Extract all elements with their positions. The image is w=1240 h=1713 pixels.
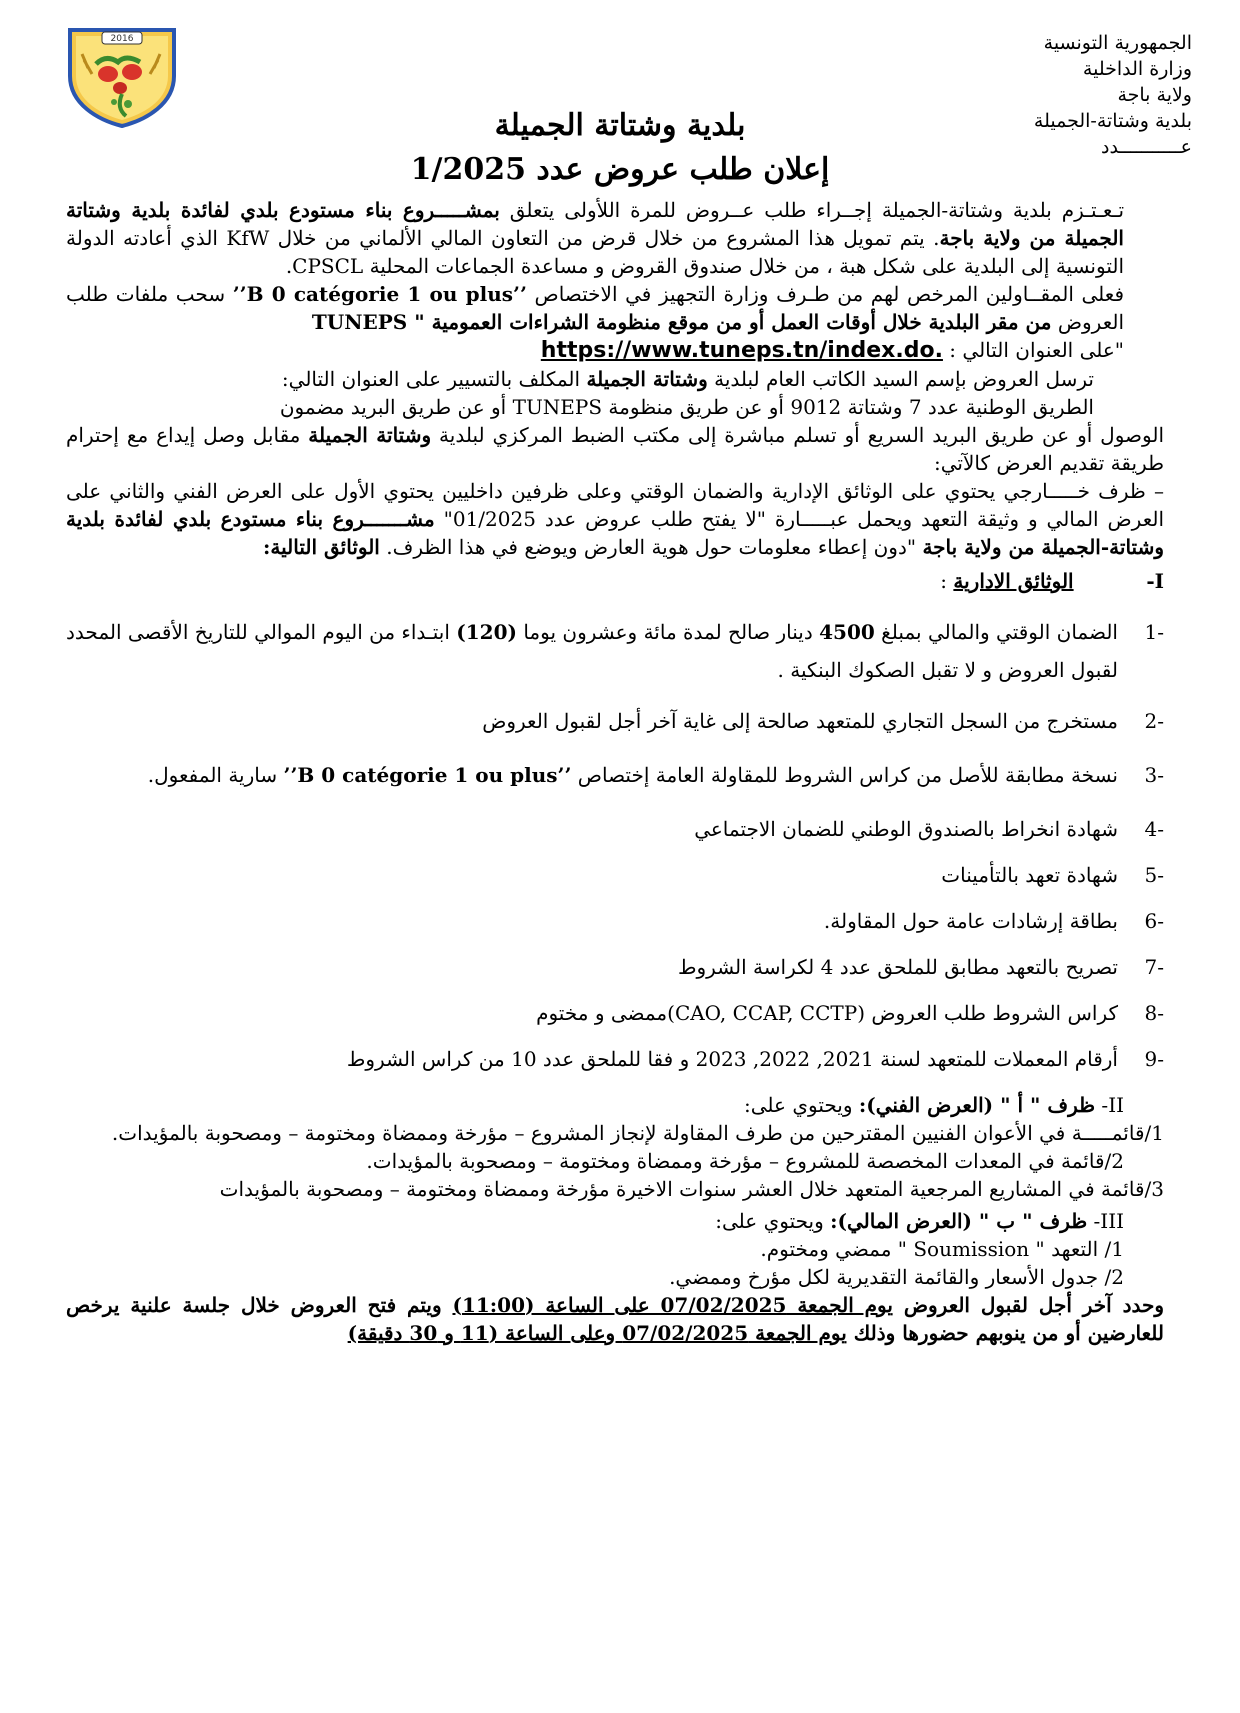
section-number: I-: [1146, 569, 1164, 593]
paragraph-intro: [66, 196, 1124, 280]
deadline-paragraph: [66, 1291, 1164, 1347]
item-number: -2: [1144, 709, 1164, 733]
text: وحدد آخر أجل لقبول العروض: [892, 1293, 1164, 1317]
paragraph-url: [66, 336, 1124, 365]
paragraph-contractors: [66, 280, 1124, 336]
section-technical-heading: [66, 1091, 1164, 1119]
text: مقابل وصل إيداع مع إحترام طريقة تقديم العرض كالآتي:: [66, 423, 1164, 475]
paragraph-address: الطريق الوطنية عدد 7 وشتاتة 9012 أو عن طريق منظومة TUNEPS أو عن طريق البريد مضمون: [279, 395, 1094, 419]
tuneps-link[interactable]: https://www.tuneps.tn/index.do.: [540, 338, 943, 363]
text: . يتم تمويل هذا المشروع من خلال قرض من التعاون المالي الألماني من خلال KfW الذي أعادته الدولة التونسية إلى البلدية على شكل هبة ، من خلال صندوق القروض و مساعدة الجماعات المحلية CPSCL.: [66, 226, 1124, 278]
text: فعلى المقــاولين المرخص لهم من طـرف وزارة التجهيز في الاختصاص: [526, 282, 1124, 306]
list-item: 3/قائمة في المشاريع المرجعية المتعهد خلال العشر سنوات الاخيرة مؤرخة وممضاة ومختومة – ومصحوبة بالمؤيدات: [219, 1177, 1164, 1201]
item-text: بطاقة إرشادات عامة حول المقاولة.: [823, 909, 1118, 933]
item-number: -4: [1144, 817, 1164, 841]
item-number: -1: [1144, 620, 1164, 644]
item-text: شهادة انخراط بالصندوق الوطني للضمان الاجتماعي: [694, 817, 1118, 841]
list-item: [66, 907, 1164, 935]
list-item: [66, 815, 1164, 843]
item-number: -3: [1144, 763, 1164, 787]
header-line-governorate: ولاية باجة: [1117, 84, 1192, 106]
list-item: 1/ التعهد " Soumission " ممضي ومختوم.: [760, 1237, 1124, 1261]
list-item: 1/قائمـــــة في الأعوان الفنيين المقترحين من طرف المقاولة لإنجاز المشروع – مؤرخة وممضاة ومختومة – ومصحوبة بالمؤيدات.: [111, 1121, 1164, 1145]
municipality-name: وشتاتة الجميلة: [586, 367, 708, 391]
project-title: بمشـــــروع بناء مستودع بلدي لفائدة بلدية وشتاتة الجميلة من ولاية باجة: [66, 198, 1124, 250]
list-item: [66, 707, 1164, 735]
text: الضمان الوقتي والمالي بمبلغ: [874, 620, 1118, 644]
speciality-code: ’’B 0 catégorie 1 ou plus’’: [232, 282, 527, 306]
header-line-republic: الجمهورية التونسية: [1043, 32, 1192, 54]
section-title: الوثائق الادارية: [953, 569, 1074, 593]
header-line-ministry: وزارة الداخلية: [1082, 58, 1192, 80]
withdraw-location: من مقر البلدية خلال أوقات العمل أو من موقع منظومة الشراءات العمومية " TUNEPS: [311, 310, 1052, 334]
section-number: III-: [1093, 1209, 1124, 1233]
text: – ظرف خـــــارجي يحتوي على الوثائق الإدارية والضمان الوقتي وعلى ظرفين داخليين يحتوي الأول على العرض الفني والثاني على العرض المالي و وثيقة التعهد ويحمل عبـــــارة "لا يفتح طلب عروض عدد 01/2025": [66, 479, 1165, 531]
amount: 4500: [819, 620, 875, 644]
list-item: [66, 1045, 1164, 1073]
text: المكلف بالتسيير على العنوان التالي:: [281, 367, 587, 391]
section-title: ظرف " ب " (العرض المالي):: [830, 1209, 1088, 1233]
item-number: -5: [1144, 863, 1164, 887]
item-text: تصريح بالتعهد مطابق للملحق عدد 4 لكراسة الشروط: [678, 955, 1118, 979]
speciality-code: ’’B 0 catégorie 1 ou plus’’: [283, 763, 572, 787]
text: ويحتوي على:: [744, 1093, 859, 1117]
section-administrative-list: [66, 613, 1164, 1073]
list-item: 2/قائمة في المعدات المخصصة للمشروع – مؤرخة وممضاة ومختومة – ومصحوبة بالمؤيدات.: [366, 1149, 1124, 1173]
paragraph-send: [66, 365, 1124, 393]
list-item: [66, 953, 1164, 981]
text: "على العنوان التالي :: [942, 338, 1124, 362]
text: الوصول أو عن طريق البريد السريع أو تسلم مباشرة إلى مكتب الضبط المركزي لبلدية: [431, 423, 1165, 447]
logo-year: 2016: [110, 34, 134, 44]
item-text: مستخرج من السجل التجاري للمتعهد صالحة إلى غاية آخر أجل لقبول العروض: [482, 709, 1118, 733]
days: (120): [456, 620, 517, 644]
text: ترسل العروض بإسم السيد الكاتب العام لبلدية: [707, 367, 1094, 391]
municipality-name: وشتاتة الجميلة: [308, 423, 432, 447]
text: نسخة مطابقة للأصل من كراس الشروط للمقاولة العامة إختصاص: [571, 763, 1118, 787]
text: "دون إعطاء معلومات حول هوية العارض ويوضع في هذا الظرف.: [379, 535, 923, 559]
text: سارية المفعول.: [147, 763, 284, 787]
item-number: -7: [1144, 955, 1164, 979]
item-text: كراس الشروط طلب العروض (CAO, CCAP, CCTP)ممضى و مختوم: [536, 1001, 1118, 1025]
text: الوثائق التالية:: [263, 535, 380, 559]
page-title-municipality: بلدية وشتاتة الجميلة: [494, 108, 746, 143]
list-item: 2/ جدول الأسعار والقائمة التقديرية لكل مؤرخ وممضي.: [669, 1265, 1124, 1289]
list-item: [66, 861, 1164, 889]
item-number: -8: [1144, 1001, 1164, 1025]
deadline-date: يوم الجمعة 07/02/2025 على الساعة (11:00): [452, 1293, 893, 1317]
item-number: -9: [1144, 1047, 1164, 1071]
section-technical: [66, 1091, 1164, 1203]
text: دينار صالح لمدة مائة وعشرون يوما: [516, 620, 820, 644]
section-title: ظرف " أ " (العرض الفني):: [858, 1093, 1096, 1117]
announcement-body: [66, 196, 1165, 1347]
list-item: [66, 753, 1164, 797]
section-financial: [66, 1207, 1164, 1291]
header-line-number: عـــــــــــدد: [1100, 136, 1192, 158]
text: ابتـداء من اليوم الموالي للتاريخ الأقصى المحدد لقبول العروض و لا تقبل الصكوك البنكية .: [66, 620, 1118, 682]
list-item: [66, 999, 1164, 1027]
section-financial-heading: [66, 1207, 1164, 1235]
text: تـعـتـزم بلدية وشتاتة-الجميلة إجــراء طلب عــروض للمرة اللأولى يتعلق: [499, 198, 1125, 222]
text: ويحتوي على:: [715, 1209, 831, 1233]
item-text: أرقام المعملات للمتعهد لسنة 2021, 2022, 2023 و فقا للملحق عدد 10 من كراس الشروط: [346, 1047, 1118, 1071]
paragraph-envelope: [66, 477, 1164, 561]
text: سحب ملفات طلب العروض: [66, 282, 1124, 334]
item-number: -6: [1144, 909, 1164, 933]
paragraph-delivery: [66, 421, 1164, 477]
text: ويتم فتح العروض خلال جلسة علنية يرخص للعارضين أو من ينوبهم حضورها وذلك: [66, 1293, 1164, 1345]
page-title-announcement: إعلان طلب عروض عدد 1/2025: [410, 152, 830, 187]
header-line-municipality: بلدية وشتاتة-الجميلة: [1033, 110, 1192, 132]
item-text: شهادة تعهد بالتأمينات: [941, 863, 1118, 887]
project-title: مشـــــــروع بناء مستودع بلدي لفائدة بلدية وشتاتة-الجميلة من ولاية باجة: [66, 507, 1164, 559]
opening-date: يوم الجمعة 07/02/2025 وعلى الساعة (11 و 30 دقيقة): [347, 1321, 847, 1345]
section-number: II-: [1101, 1093, 1124, 1117]
section-administrative-heading: I- الوثائق الادارية :: [940, 569, 1164, 593]
list-item: [66, 613, 1164, 689]
